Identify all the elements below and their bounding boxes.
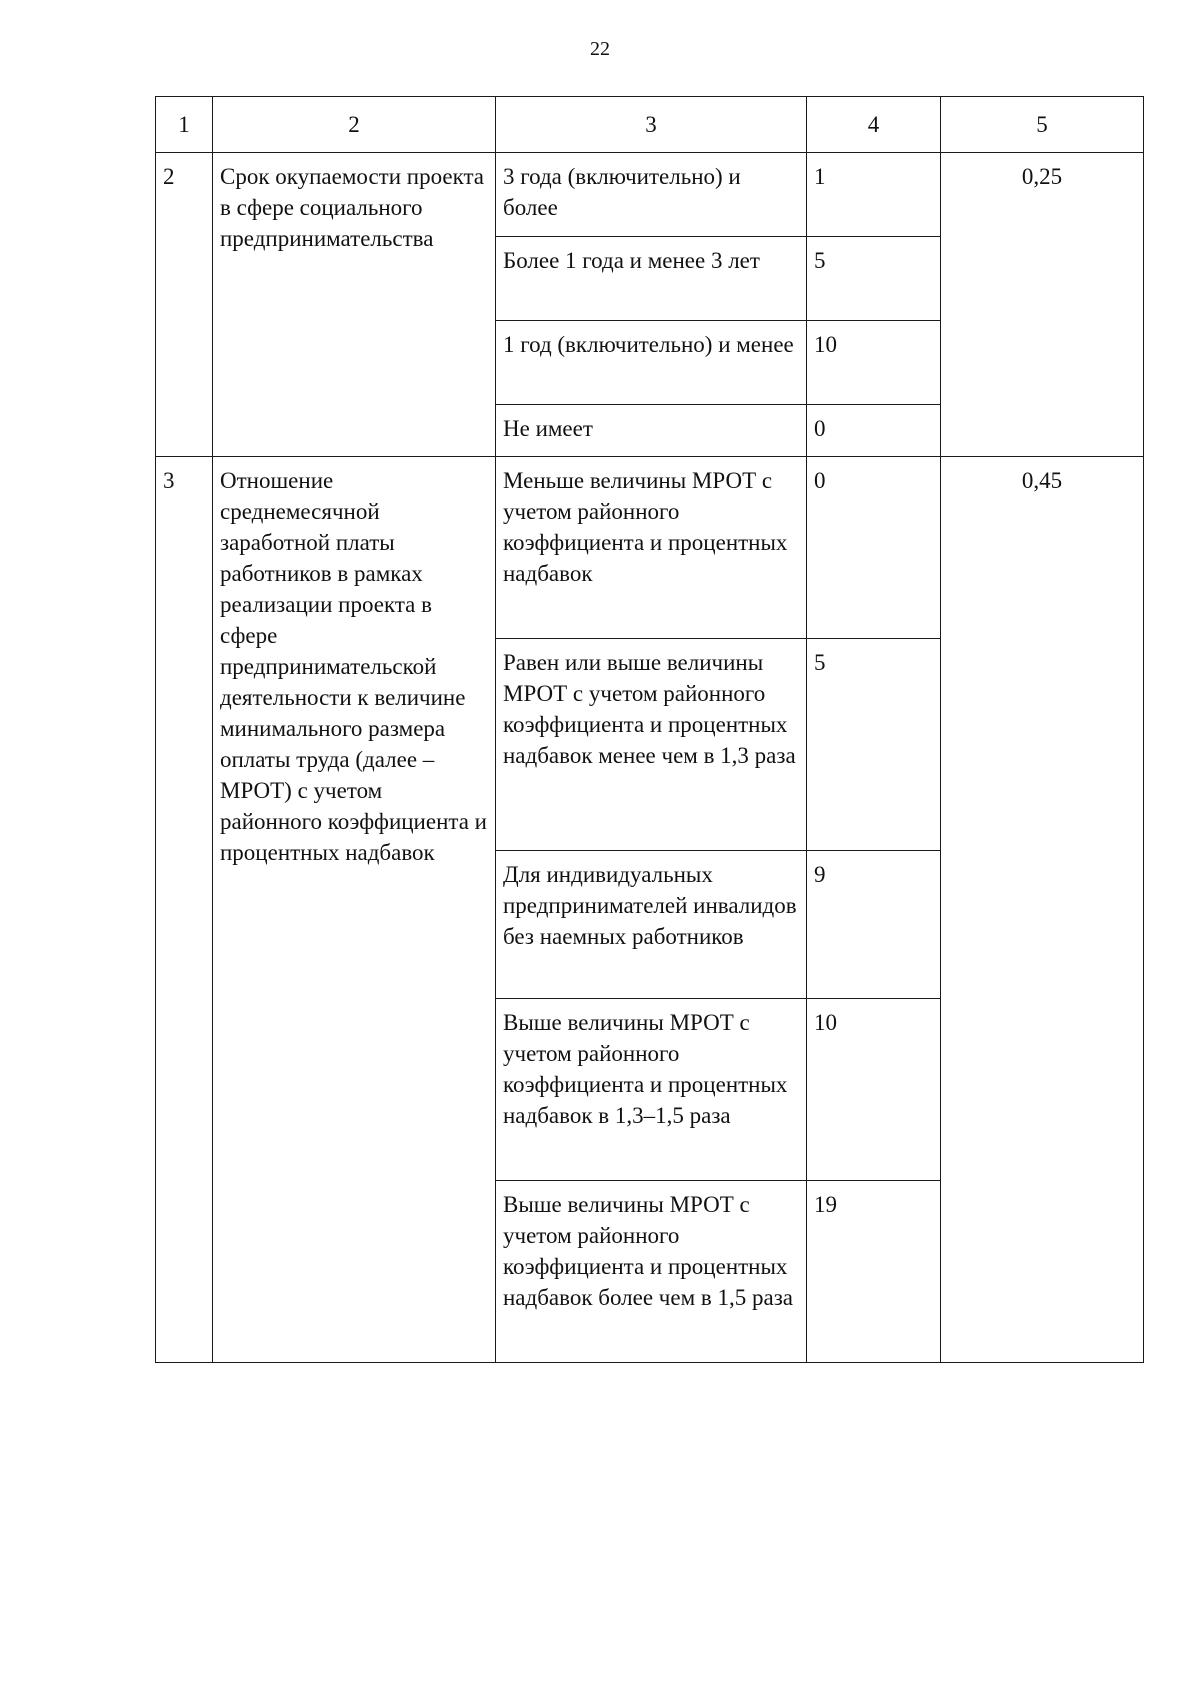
table-row [156,153,1144,237]
header-cell: 4 [807,97,941,153]
criterion-cell: Отношение среднемесячной заработной платы работников в рамках реализации проекта в сфере предпринимательской деятельности к величине минимального размера оплаты труда (далее – МРОТ) с учетом районного коэффициента и процентных надбавок [213,457,496,1363]
option-cell: Для индивидуальных предпринимателей инвалидов без наемных работников [496,851,807,999]
header-cell: 1 [156,97,213,153]
score-cell: 10 [807,999,941,1181]
row-number: 3 [156,457,213,1363]
criteria-table [155,96,1144,1363]
score-cell: 5 [807,237,941,321]
option-cell: Выше величины МРОТ с учетом районного коэффициента и процентных надбавок в 1,3–1,5 раза [496,999,807,1181]
score-cell: 10 [807,321,941,405]
option-cell: Меньше величины МРОТ с учетом районного коэффициента и процентных надбавок [496,457,807,639]
option-cell: Выше величины МРОТ с учетом районного коэффициента и процентных надбавок более чем в 1,5 раза [496,1181,807,1363]
table-header-row [156,97,1144,153]
row-number: 2 [156,153,213,457]
header-cell: 3 [496,97,807,153]
option-cell: Более 1 года и менее 3 лет [496,237,807,321]
header-cell: 5 [941,97,1144,153]
option-cell: Равен или выше величины МРОТ с учетом районного коэффициента и процентных надбавок менее чем в 1,3 раза [496,639,807,851]
page-number: 22 [590,38,610,60]
weight-cell: 0,25 [941,153,1144,457]
option-cell: 1 год (включительно) и менее [496,321,807,405]
criterion-cell: Срок окупаемости проекта в сфере социального предпринимательства [213,153,496,457]
score-cell: 19 [807,1181,941,1363]
option-cell: Не имеет [496,405,807,457]
option-cell: 3 года (включительно) и более [496,153,807,237]
weight-cell: 0,45 [941,457,1144,1363]
score-cell: 0 [807,457,941,639]
score-cell: 9 [807,851,941,999]
score-cell: 1 [807,153,941,237]
score-cell: 5 [807,639,941,851]
table-row [156,457,1144,639]
score-cell: 0 [807,405,941,457]
header-cell: 2 [213,97,496,153]
